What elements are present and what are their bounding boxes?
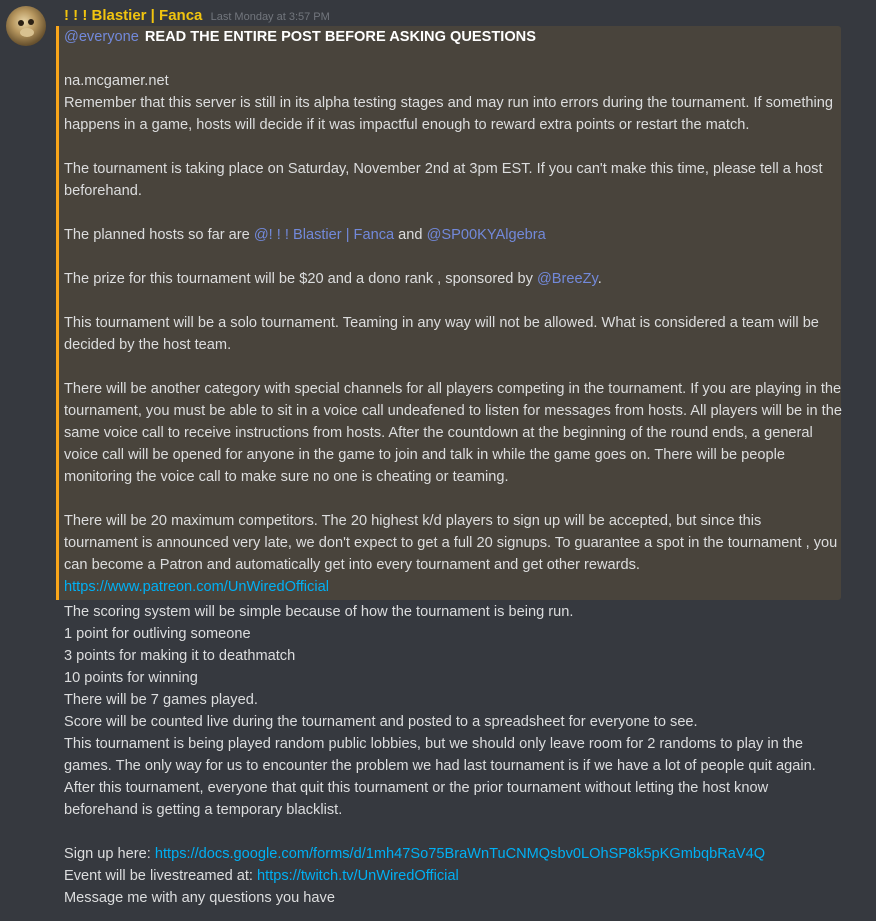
blacklist-text-2: beforehand is getting a temporary blacklist. — [64, 802, 343, 818]
voice-text-4: voice call will be opened for anyone in the game to join and talk in while the game goes on. There will be people — [64, 447, 785, 463]
date-text-1: The tournament is taking place on Saturday, November 2nd at 3pm EST. If you can't make this time, please tell a host — [64, 161, 823, 177]
max-text-1: There will be 20 maximum competitors. The 20 highest k/d players to sign up will be accepted, but since this — [64, 513, 762, 529]
signup-form-link[interactable]: https://docs.google.com/forms/d/1mh47So75BraWnTuCNMQsbv0LOhSP8k5pKGmbqbRaV4Q — [154, 846, 766, 862]
server-address: na.mcgamer.net — [64, 73, 169, 89]
stream-line — [64, 865, 459, 887]
max-text-2: tournament is announced very late, we don't expect to get a full 20 signups. To guarantee a spot in the tournament , you — [64, 535, 838, 551]
message-header — [64, 7, 330, 27]
stream-prefix: Event will be livestreamed at: — [64, 868, 258, 884]
prize-prefix: The prize for this tournament will be $20 and a dono rank , sponsored by — [64, 271, 537, 287]
questions-text: Message me with any questions you have — [64, 890, 335, 906]
alpha-text-1: Remember that this server is still in its alpha testing stages and may run into errors during the tournament. If something — [64, 95, 833, 111]
voice-text-2: tournament, you must be able to sit in a voice call undeafened to listen for messages from hosts. All players will be in the — [64, 403, 842, 419]
hosts-prefix: The planned hosts so far are — [64, 227, 254, 243]
points-outliving: 1 point for outliving someone — [64, 626, 251, 642]
signup-line — [64, 843, 765, 865]
solo-text-1: This tournament will be a solo tournament. Teaming in any way will not be allowed. What is considered a team will be — [64, 315, 819, 331]
scoring-text: The scoring system will be simple because of how the tournament is being run. — [64, 604, 574, 620]
patreon-line — [64, 576, 329, 598]
voice-text-3: same voice call to receive instructions from hosts. After the countdown at the beginning of the round ends, a general — [64, 425, 813, 441]
blacklist-text-1: After this tournament, everyone that quit this tournament or the prior tournament without letting the host know — [64, 780, 769, 796]
max-text-3: can become a Patron and automatically get into every tournament and get other rewards. — [64, 557, 640, 573]
lobbies-text-1: This tournament is being played random public lobbies, but we should only leave room for 2 randoms to play in the — [64, 736, 804, 752]
avatar-eye — [28, 19, 34, 25]
host-mention-fanca[interactable]: @! ! ! Blastier | Fanca — [253, 227, 395, 243]
points-winning: 10 points for winning — [64, 670, 198, 686]
message-timestamp: Last Monday at 3:57 PM — [210, 11, 330, 23]
alpha-text-2: happens in a game, hosts will decide if it was impactful enough to reward extra points or restart the match. — [64, 117, 750, 133]
avatar[interactable] — [6, 6, 46, 46]
voice-text-5: monitoring the voice call to make sure no one is cheating or teaming. — [64, 469, 509, 485]
patreon-link[interactable]: https://www.patreon.com/UnWiredOfficial — [64, 579, 329, 595]
prize-line — [64, 268, 602, 290]
games-count-text: There will be 7 games played. — [64, 692, 258, 708]
hosts-line — [64, 224, 546, 246]
solo-text-2: decided by the host team. — [64, 337, 232, 353]
heading-line — [64, 26, 536, 48]
avatar-eye — [18, 20, 24, 26]
score-live-text: Score will be counted live during the tournament and posted to a spreadsheet for everyone to see. — [64, 714, 698, 730]
date-text-2: beforehand. — [64, 183, 142, 199]
everyone-mention[interactable]: @everyone — [64, 29, 139, 45]
author-name[interactable]: ! ! ! Blastier | Fanca — [64, 7, 203, 24]
sponsor-mention-breezy[interactable]: @BreeZy — [536, 271, 598, 287]
prize-suffix: . — [597, 271, 602, 287]
signup-prefix: Sign up here: — [64, 846, 155, 862]
points-deathmatch: 3 points for making it to deathmatch — [64, 648, 296, 664]
host-mention-spookyalgebra[interactable]: @SP00KYAlgebra — [426, 227, 546, 243]
post-heading: READ THE ENTIRE POST BEFORE ASKING QUESTIONS — [144, 29, 536, 45]
voice-text-1: There will be another category with special channels for all players competing in the tournament. If you are playing in the — [64, 381, 842, 397]
lobbies-text-2: games. The only way for us to encounter the problem we had last tournament is if we have a lot of people quit again. — [64, 758, 816, 774]
hosts-and: and — [394, 227, 427, 243]
avatar-snout — [20, 28, 34, 37]
twitch-link[interactable]: https://twitch.tv/UnWiredOfficial — [257, 868, 459, 884]
